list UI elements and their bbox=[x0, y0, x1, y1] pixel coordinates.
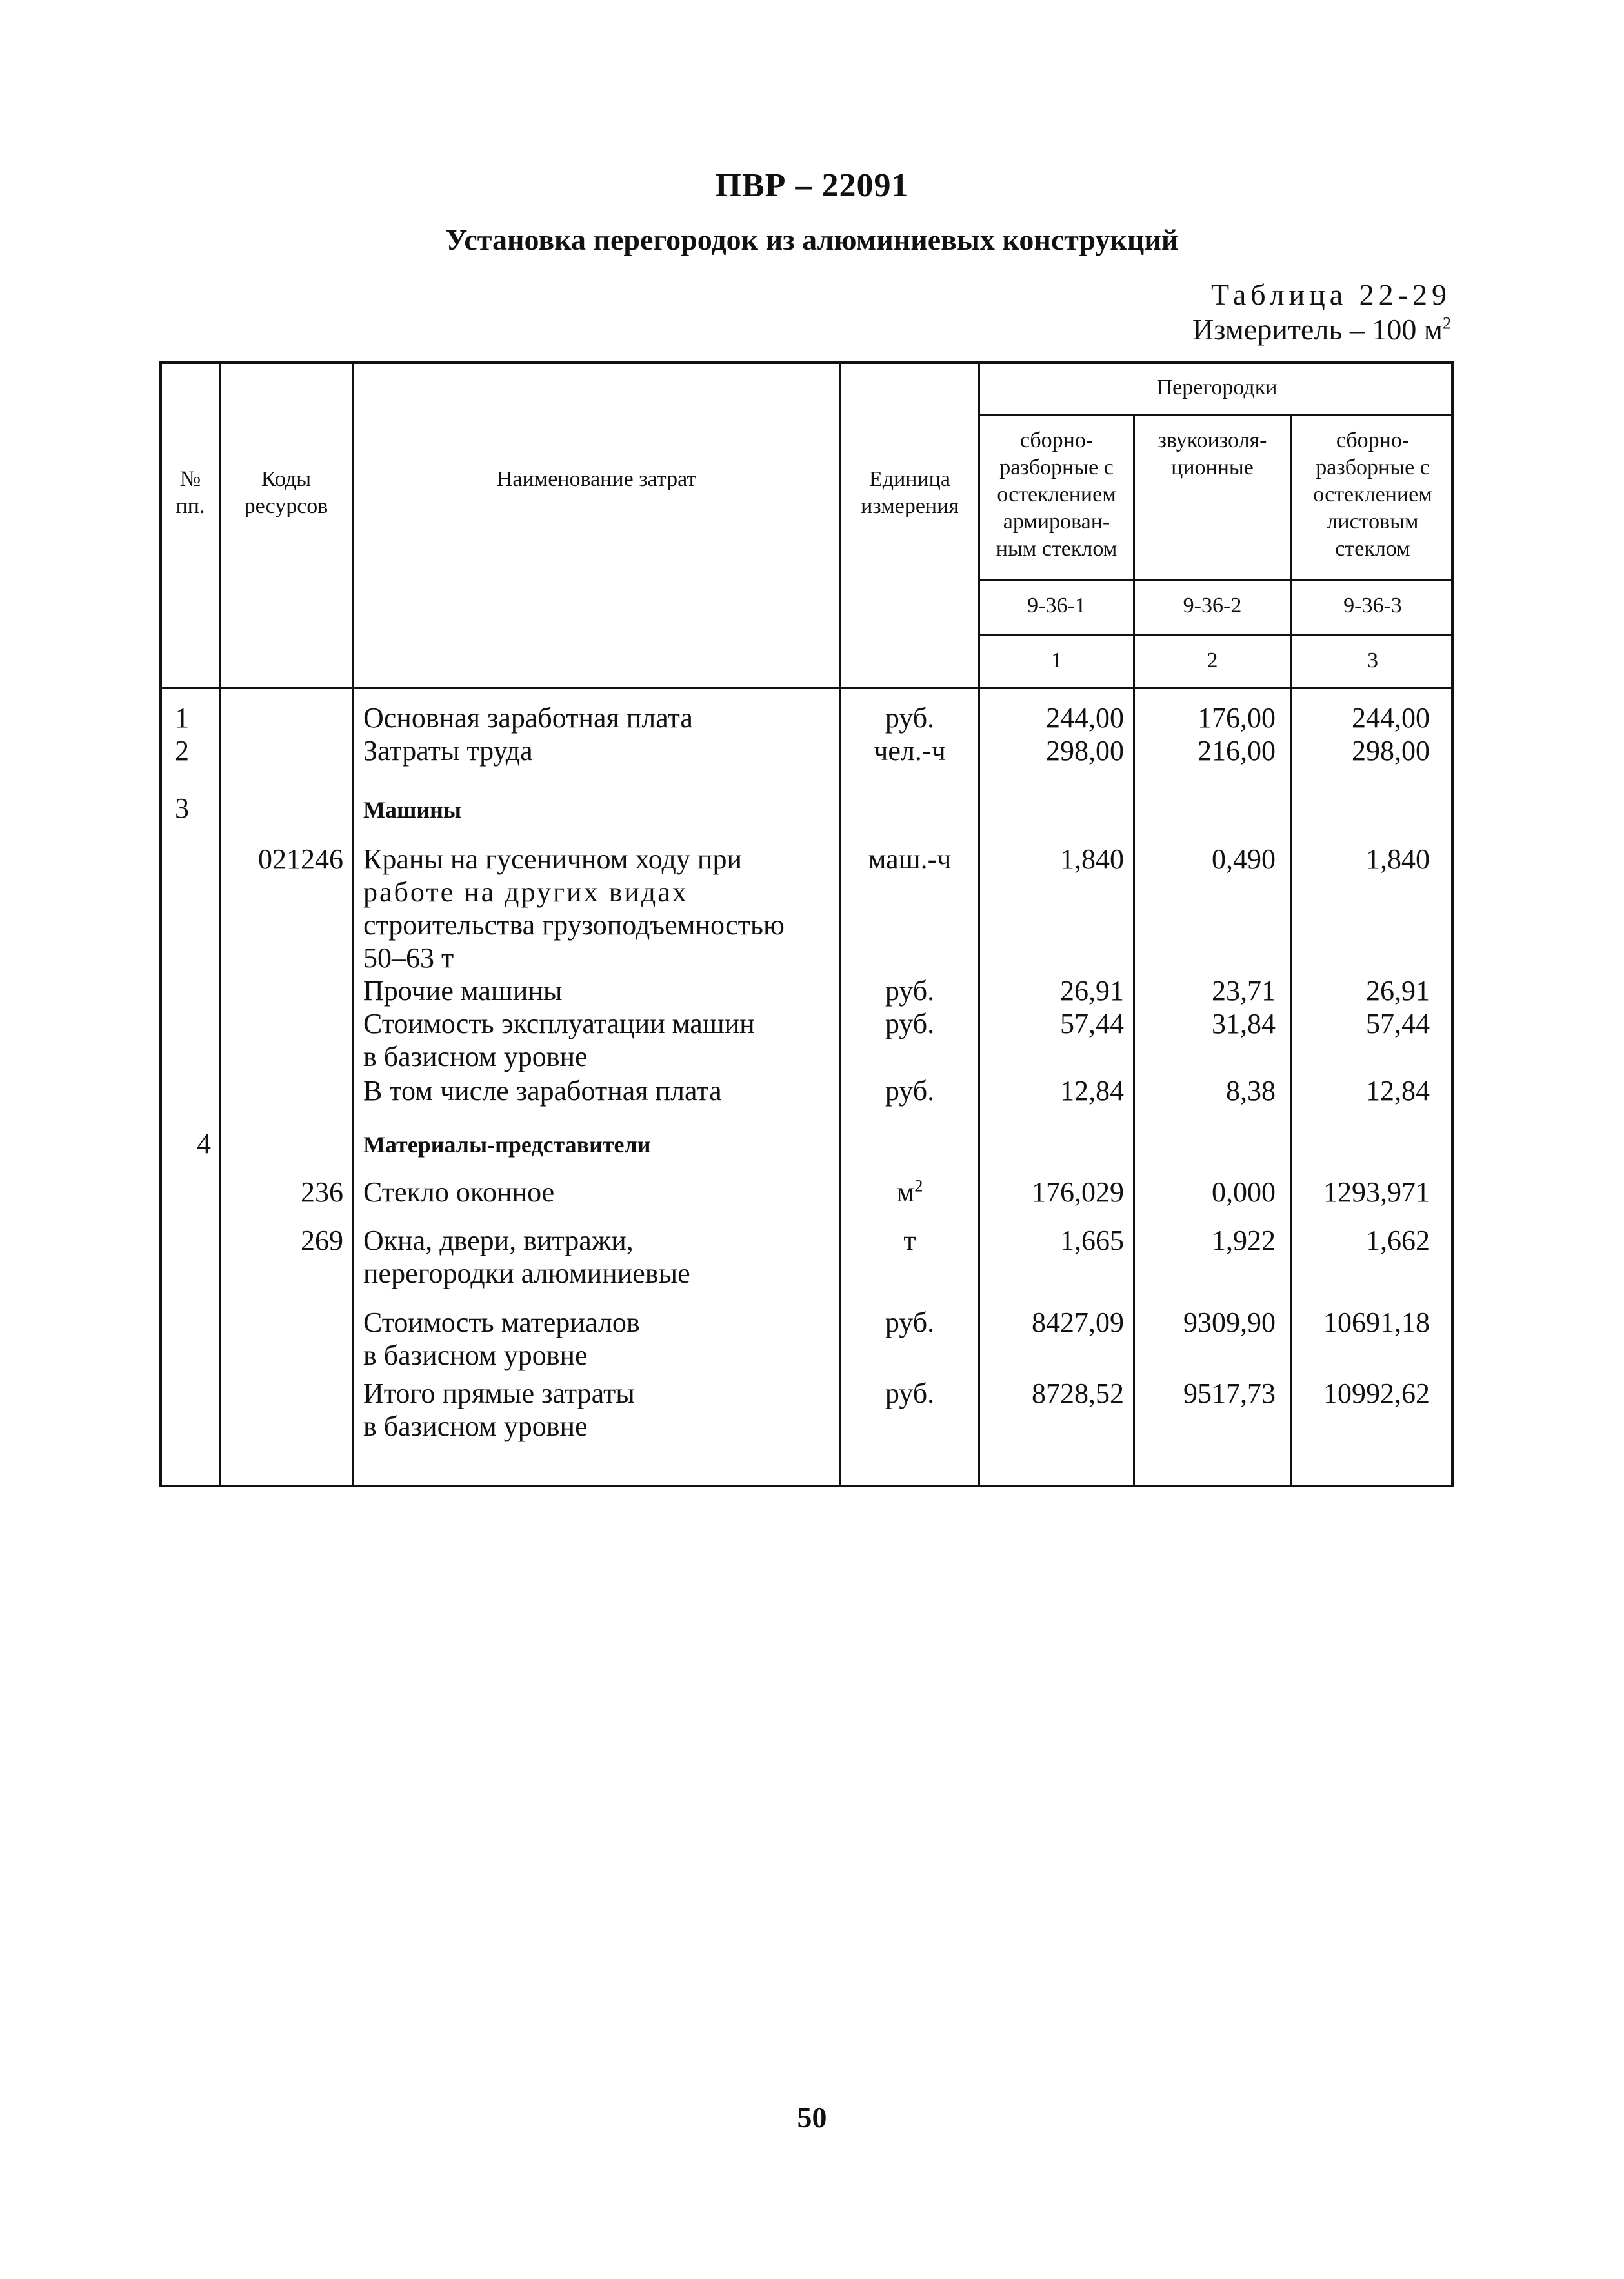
col3-title-line: стеклом bbox=[1335, 537, 1410, 561]
col3-title-line: разборные с bbox=[1316, 456, 1430, 479]
header-unit-line1: Единица bbox=[869, 467, 950, 491]
row-value-3: 1,840 bbox=[1366, 843, 1430, 875]
row-unit: маш.-ч bbox=[868, 843, 952, 875]
row-unit: руб. bbox=[885, 1075, 935, 1107]
row-value-2: 0,490 bbox=[1212, 843, 1276, 875]
row-name bbox=[363, 1007, 828, 1073]
row-value-3: 57,44 bbox=[1366, 1008, 1430, 1039]
row-value-1: 176,029 bbox=[1032, 1176, 1124, 1208]
header-col2-index: 2 bbox=[1207, 648, 1218, 672]
row-name-line: перегородки алюминиевые bbox=[363, 1258, 690, 1289]
row-unit: руб. bbox=[885, 1378, 935, 1409]
row-value-3: 1293,971 bbox=[1323, 1176, 1430, 1208]
row-value-1: 1,665 bbox=[1060, 1225, 1124, 1256]
header-col2-code: 9-36-2 bbox=[1183, 594, 1242, 617]
rule-h-titles bbox=[978, 579, 1454, 581]
row-num: 1 bbox=[175, 702, 189, 734]
header-col2-title bbox=[1135, 427, 1290, 481]
row-value-3: 26,91 bbox=[1366, 975, 1430, 1007]
row-name bbox=[363, 1377, 828, 1443]
header-group: Перегородки bbox=[1156, 376, 1278, 399]
table-label: Таблица 22-29 bbox=[1210, 278, 1451, 311]
row-value-1: 298,00 bbox=[1046, 735, 1124, 767]
header-name: Наименование затрат bbox=[496, 467, 697, 491]
header-unit bbox=[841, 466, 978, 520]
header-codes bbox=[221, 466, 352, 520]
row-name-line: в базисном уровне bbox=[363, 1340, 588, 1371]
col1-title-line: сборно- bbox=[1019, 428, 1094, 452]
rule-h-header-bottom bbox=[162, 687, 1454, 689]
row-value-2: 9517,73 bbox=[1183, 1378, 1276, 1409]
header-codes-line2: ресурсов bbox=[244, 494, 328, 518]
section-machines: Машины bbox=[363, 797, 461, 823]
row-name: В том числе заработная плата bbox=[363, 1075, 722, 1107]
row-code: 236 bbox=[301, 1176, 343, 1208]
col3-title-line: остеклением bbox=[1313, 483, 1432, 507]
row-name: Стекло оконное bbox=[363, 1176, 555, 1208]
cost-table bbox=[159, 361, 1454, 1487]
row-value-2: 0,000 bbox=[1212, 1176, 1276, 1208]
header-num-line1: № bbox=[179, 467, 201, 491]
row-value-1: 57,44 bbox=[1060, 1008, 1124, 1039]
measure-text: Измеритель – 100 м bbox=[1192, 313, 1443, 346]
row-unit: руб. bbox=[885, 975, 935, 1007]
row-value-2: 23,71 bbox=[1212, 975, 1276, 1007]
row-name-line: Стоимость материалов bbox=[363, 1307, 640, 1338]
measure-superscript: 2 bbox=[1443, 314, 1451, 333]
header-num-line2: пп. bbox=[175, 494, 205, 518]
measure-unit bbox=[1192, 312, 1451, 346]
row-value-1: 8728,52 bbox=[1032, 1378, 1124, 1409]
header-col1-index: 1 bbox=[1051, 648, 1062, 672]
col2-title-line: звукоизоля- bbox=[1158, 428, 1267, 452]
row-value-2: 1,922 bbox=[1212, 1225, 1276, 1256]
row-unit: руб. bbox=[885, 1008, 935, 1039]
row-value-3: 10992,62 bbox=[1323, 1378, 1430, 1409]
row-name bbox=[363, 843, 832, 974]
unit-text: м bbox=[896, 1176, 915, 1208]
document-code: ПВР – 22091 bbox=[715, 167, 909, 204]
unit-superscript: 2 bbox=[914, 1176, 923, 1196]
header-num bbox=[162, 466, 219, 520]
row-value-1: 1,840 bbox=[1060, 843, 1124, 875]
page-number: 50 bbox=[797, 2101, 827, 2134]
row-num: 3 bbox=[175, 792, 189, 824]
row-value-2: 216,00 bbox=[1198, 735, 1276, 767]
row-unit: руб. bbox=[885, 702, 935, 734]
col3-title-line: сборно- bbox=[1336, 428, 1410, 452]
row-name-line: Итого прямые затраты bbox=[363, 1378, 635, 1409]
row-name-line: работе на других видах bbox=[363, 876, 688, 908]
row-name: Основная заработная плата bbox=[363, 702, 693, 734]
section-materials: Материалы-представители bbox=[363, 1132, 651, 1158]
row-name-line: Стоимость эксплуатации машин bbox=[363, 1008, 755, 1039]
header-col3-title bbox=[1292, 427, 1454, 563]
header-col3-index: 3 bbox=[1367, 648, 1378, 672]
row-value-1: 8427,09 bbox=[1032, 1307, 1124, 1338]
row-name bbox=[363, 1306, 828, 1372]
row-name-line: 50–63 т bbox=[363, 942, 454, 974]
row-value-3: 1,662 bbox=[1366, 1225, 1430, 1256]
col1-title-line: армирован- bbox=[1003, 510, 1110, 534]
row-name-line: в базисном уровне bbox=[363, 1411, 588, 1442]
header-unit-line2: измерения bbox=[861, 494, 959, 518]
row-num: 2 bbox=[175, 735, 189, 767]
col2-title-line: ционные bbox=[1171, 456, 1254, 479]
row-unit: чел.-ч bbox=[874, 735, 946, 767]
row-value-2: 9309,90 bbox=[1183, 1307, 1276, 1338]
row-name-line: Окна, двери, витражи, bbox=[363, 1225, 634, 1256]
rule-v-num bbox=[219, 364, 221, 1487]
col1-title-line: ным стеклом bbox=[996, 537, 1118, 561]
row-value-1: 12,84 bbox=[1060, 1075, 1124, 1107]
col3-title-line: листовым bbox=[1327, 510, 1419, 534]
row-unit: т bbox=[903, 1225, 916, 1256]
rule-h-group bbox=[978, 414, 1454, 416]
row-name: Затраты труда bbox=[363, 735, 533, 767]
row-value-2: 8,38 bbox=[1226, 1075, 1276, 1107]
col1-title-line: разборные с bbox=[999, 456, 1114, 479]
row-name: Прочие машины bbox=[363, 975, 563, 1007]
rule-v-codes bbox=[352, 364, 354, 1487]
row-value-3: 298,00 bbox=[1352, 735, 1430, 767]
document-title: Установка перегородок из алюминиевых конструкций bbox=[445, 223, 1179, 256]
row-unit bbox=[841, 1176, 978, 1209]
header-col3-code: 9-36-3 bbox=[1343, 594, 1402, 617]
row-name bbox=[363, 1224, 828, 1290]
row-value-3: 12,84 bbox=[1366, 1075, 1430, 1107]
header-codes-line1: Коды bbox=[261, 467, 312, 491]
row-code: 021246 bbox=[258, 843, 343, 875]
row-value-1: 26,91 bbox=[1060, 975, 1124, 1007]
row-name-line: строительства грузоподъемностью bbox=[363, 909, 785, 941]
rule-h-codes bbox=[978, 634, 1454, 636]
row-num: 4 bbox=[197, 1128, 211, 1160]
row-value-2: 176,00 bbox=[1198, 702, 1276, 734]
row-value-1: 244,00 bbox=[1046, 702, 1124, 734]
row-value-2: 31,84 bbox=[1212, 1008, 1276, 1039]
row-name-line: в базисном уровне bbox=[363, 1041, 588, 1072]
col1-title-line: остеклением bbox=[997, 483, 1116, 507]
header-col1-title bbox=[980, 427, 1133, 563]
header-col1-code: 9-36-1 bbox=[1027, 594, 1086, 617]
row-unit: руб. bbox=[885, 1307, 935, 1338]
row-code: 269 bbox=[301, 1225, 343, 1256]
row-value-3: 244,00 bbox=[1352, 702, 1430, 734]
row-value-3: 10691,18 bbox=[1323, 1307, 1430, 1338]
row-name-line: Краны на гусеничном ходу при bbox=[363, 843, 743, 875]
